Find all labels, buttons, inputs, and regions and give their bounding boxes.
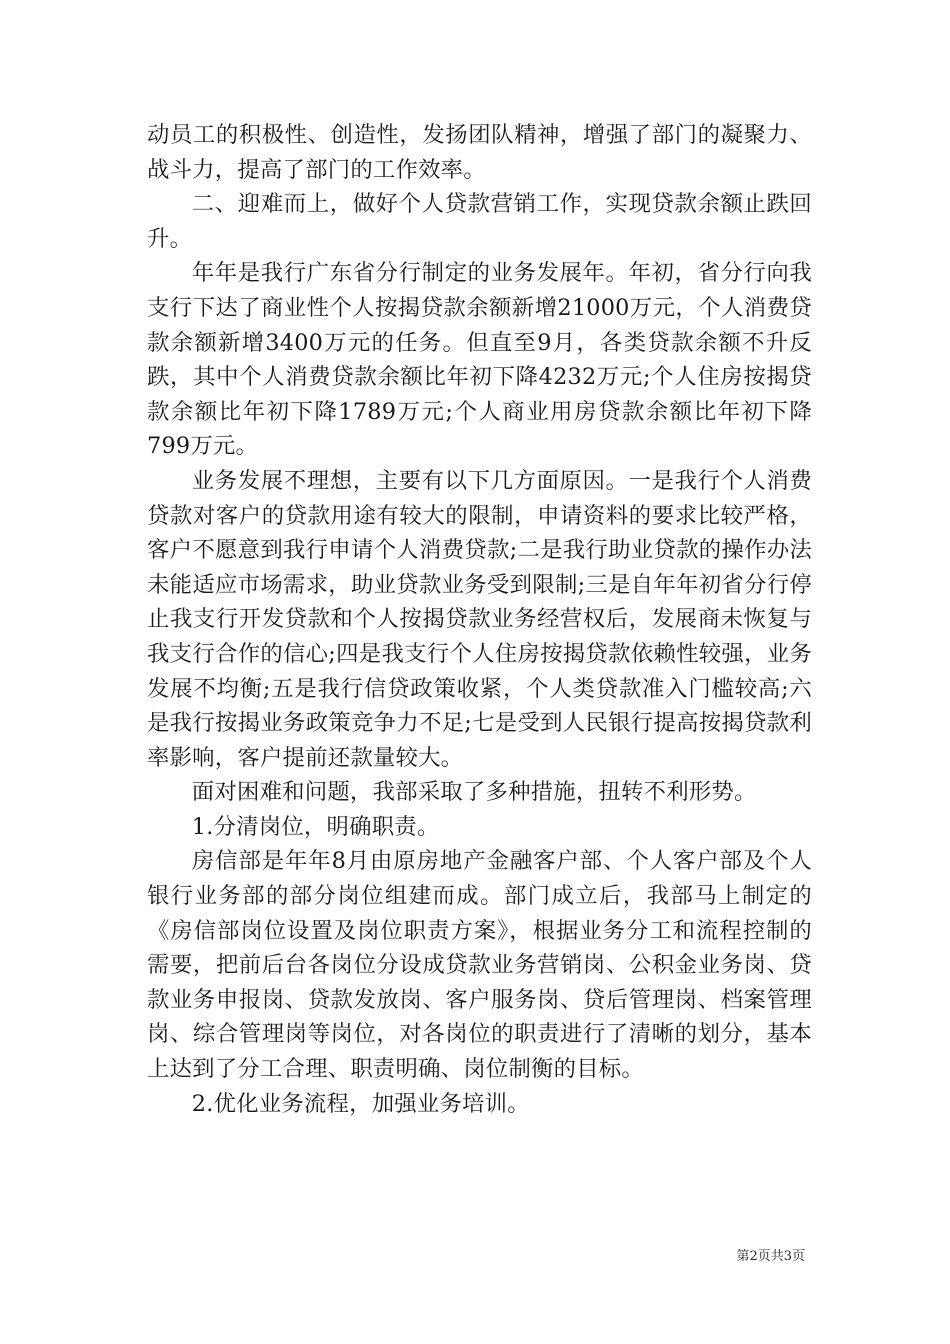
paragraph-continuation: 动员工的积极性、创造性，发扬团队精神，增强了部门的凝聚力、战斗力，提高了部门的工作效率。 bbox=[147, 122, 812, 183]
subheading-2: 2.优化业务流程，加强业务培训。 bbox=[191, 1090, 530, 1117]
paragraph-department: 房信部是年年8月由原房地产金融客户部、个人客户部及个人银行业务部的部分岗位组建而成。部门成立后，我部马上制定的《房信部岗位设置及岗位职责方案》，根据业务分工和流程控制的需要，把前后台各岗位分设成贷款业务营销岗、公积金业务岗、贷款业务申报岗、贷款发放岗、客户服务岗、贷后管理岗、档案管理岗、综合管理岗等岗位，对各岗位的职责进行了清晰的划分，基本上达到了分工合理、职责明确、岗位制衡的目标。 bbox=[147, 848, 812, 1083]
page-number: 第2页共3页 bbox=[736, 1249, 805, 1264]
document-body bbox=[147, 118, 812, 1121]
paragraph-targets: 年年是我行广东省分行制定的业务发展年。年初，省分行向我支行下达了商业性个人按揭贷款余额新增21000万元，个人消费贷款余额新增3400万元的任务。但直至9月，各类贷款余额不升反跌，其中个人消费贷款余额比年初下降4232万元;个人住房按揭贷款余额比年初下降1789万元;个人商业用房贷款余额比年初下降799万元。 bbox=[147, 260, 812, 460]
paragraph-reasons: 业务发展不理想，主要有以下几方面原因。一是我行个人消费贷款对客户的贷款用途有较大的限制，申请资料的要求比较严格，客户不愿意到我行申请个人消费贷款;二是我行助业贷款的操作办法未能适应市场需求，助业贷款业务受到限制;三是自年年初省分行停止我支行开发贷款和个人按揭贷款业务经营权后，发展商未恢复与我支行合作的信心;四是我支行个人住房按揭贷款依赖性较强，业务发展不均衡;五是我行信贷政策收紧，个人类贷款准入门槛较高;六是我行按揭业务政策竞争力不足;七是受到人民银行提高按揭贷款利率影响，客户提前还款量较大。 bbox=[147, 467, 812, 771]
section-heading-2: 二、迎难而上，做好个人贷款营销工作，实现贷款余额止跌回升。 bbox=[147, 191, 812, 252]
paragraph-measures-intro: 面对困难和问题，我部采取了多种措施，扭转不利形势。 bbox=[191, 779, 757, 806]
subheading-1: 1.分清岗位，明确职责。 bbox=[191, 813, 440, 840]
